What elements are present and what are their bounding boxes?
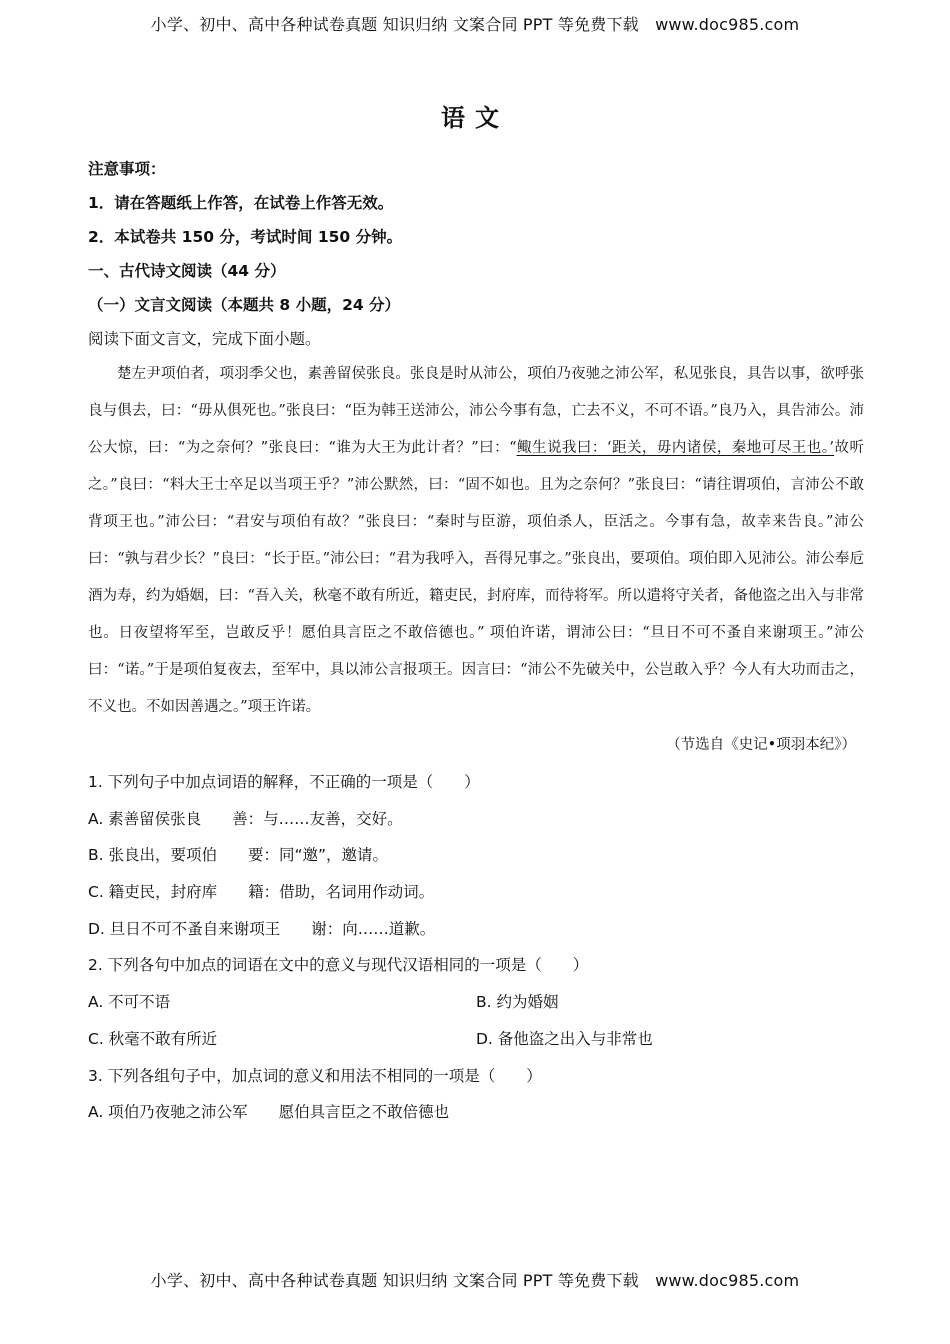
notice-item-1: 1．请在答题纸上作答，在试卷上作答无效。 <box>88 194 394 212</box>
question-1-option-d: D. 旦日不可不蚤自来谢项王 谢：向……道歉。 <box>88 919 436 938</box>
passage-part-2: 故听之。”良曰：“料大王士卒足以当项王乎？”沛公默然，曰：“固不如也。且为之奈何？”张良曰：“请往谓项伯，言沛公不敢背项王也。”沛公曰：“君安与项伯有故？”张良曰：“秦时与臣游，项伯杀人，臣活之。今事有急，故幸来告良。”沛公曰：“孰与君少长？”良曰：“长于臣。”沛公曰：“君为我呼入，吾得兄事之。”张良出，要项伯。项伯即入见沛公。沛公奉卮酒为寿，约为婚姻，曰：“吾入关，秋毫不敢有所近，籍吏民，封府库，而待将军。所以遣将守关者，备他盗之出入与非常也。日夜望将军至，岂敢反乎！愿伯具言臣之不敢倍德也。” 项伯许诺，谓沛公曰：“旦日不可不蚤自来谢项王。”沛公曰：“诺。”于是项伯复夜去，至军中，具以沛公言报项王。因言曰：“沛公不先破关中，公岂敢入乎？今人有大功而击之，不义也。不如因善遇之。”项王许诺。 <box>88 440 865 715</box>
page-footer: 小学、初中、高中各种试卷真题 知识归纳 文案合同 PPT 等免费下载 www.doc985.com <box>150 1271 800 1290</box>
question-2-option-a: A. 不可不语 <box>88 993 171 1012</box>
classical-passage <box>88 356 864 726</box>
reading-instruction: 阅读下面文言文，完成下面小题。 <box>88 330 321 348</box>
page-title: 语文 <box>441 104 509 132</box>
question-1-option-c: C. 籍吏民，封府库 籍：借助，名词用作动词。 <box>88 883 435 902</box>
question-1-option-b: B. 张良出，要项伯 要：同“邀”，邀请。 <box>88 846 389 865</box>
question-2-row-2 <box>88 1021 864 1058</box>
question-1-stem: 1. 下列句子中加点词语的解释，不正确的一项是（ ） <box>88 773 480 791</box>
question-2-row-1 <box>88 984 864 1021</box>
section-heading: 一、古代诗文阅读（44 分） <box>88 262 286 280</box>
passage-part-1: 楚左尹项伯者，项羽季父也，素善留侯张良。张良是时从沛公，项伯乃夜驰之沛公军，私见张良，具告以事，欲呼张良与俱去，曰：“毋从俱死也。”张良曰：“臣为韩王送沛公，沛公今事有急，亡去不义，不可不语。”良乃入，具告沛公。沛公大惊，曰：“为之奈何？”张良曰：“谁为大王为此计者？”曰：“ <box>88 366 864 456</box>
question-1-option-a: A. 素善留侯张良 善：与……友善，交好。 <box>88 809 403 828</box>
question-2-option-b: B. 约为婚姻 <box>476 993 559 1012</box>
exam-content <box>88 152 864 1131</box>
question-2-stem: 2. 下列各句中加点的词语在文中的意义与现代汉语相同的一项是（ ） <box>88 956 589 975</box>
notice-heading: 注意事项： <box>88 160 166 178</box>
notice-item-2: 2．本试卷共 150 分，考试时间 150 分钟。 <box>88 228 403 246</box>
page-header: 小学、初中、高中各种试卷真题 知识归纳 文案合同 PPT 等免费下载 www.doc985.com <box>150 15 800 34</box>
question-3-stem: 3. 下列各组句子中，加点词的意义和用法不相同的一项是（ ） <box>88 1066 542 1085</box>
subsection-heading: （一）文言文阅读（本题共 8 小题，24 分） <box>88 296 401 314</box>
passage-source: （节选自《史记•项羽本纪》） <box>666 737 856 753</box>
question-2-option-d: D. 备他盗之出入与非常也 <box>476 1029 653 1048</box>
question-2-option-c: C. 秋毫不敢有所近 <box>88 1029 218 1048</box>
question-3-option-a: A. 项伯乃夜驰之沛公军 愿伯具言臣之不敢倍德也 <box>88 1103 450 1122</box>
underlined-sentence: 鲰生说我曰：‘距关，毋内诸侯，秦地可尽王也。’ <box>516 440 835 456</box>
